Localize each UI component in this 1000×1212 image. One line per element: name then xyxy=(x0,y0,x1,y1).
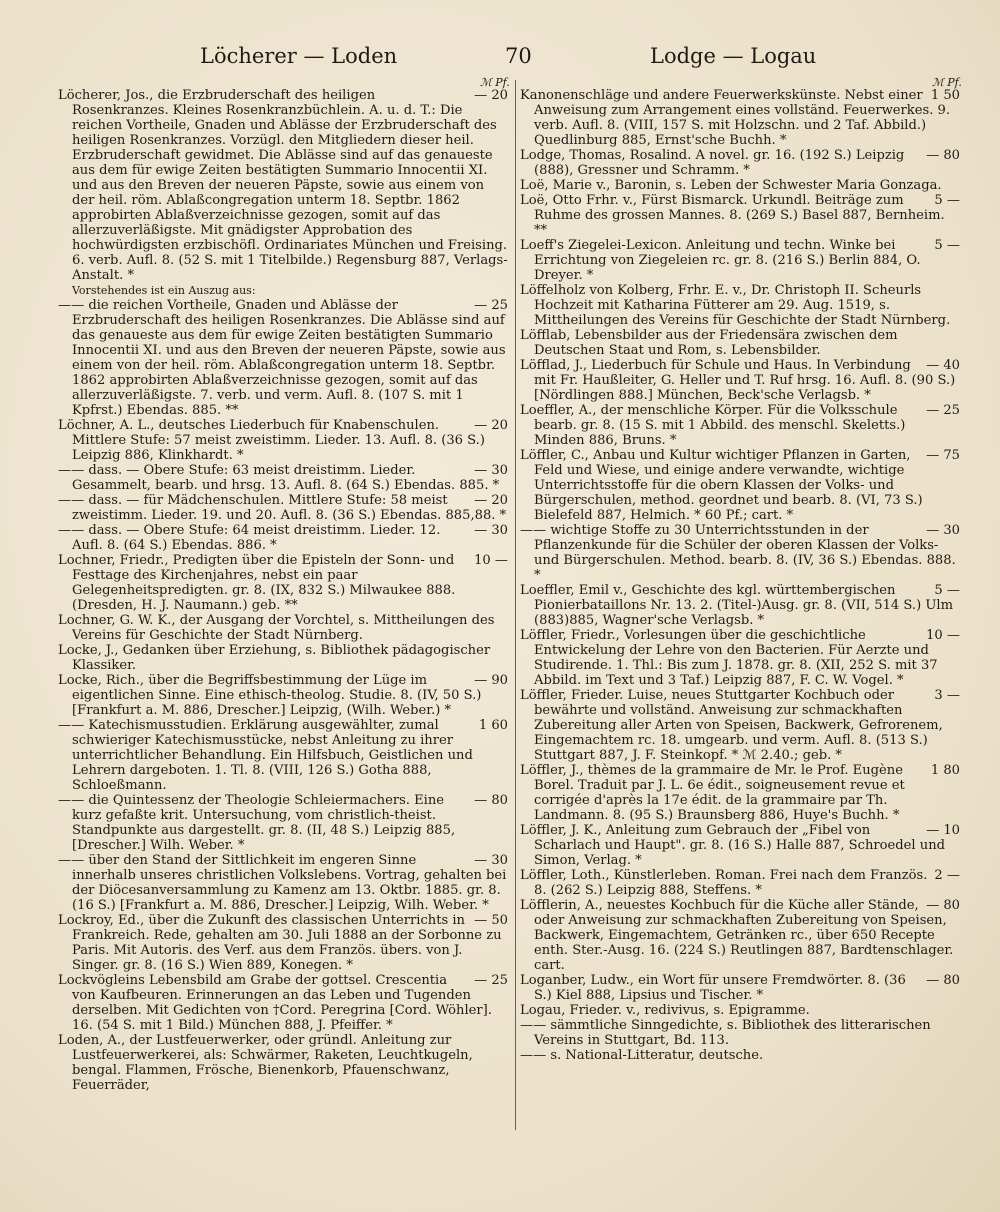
entry-price: — 90 xyxy=(474,673,508,688)
catalog-entry xyxy=(58,463,510,493)
entry-price: — 20 xyxy=(474,418,508,433)
entry-text: Lodge, Thomas, Rosalind. A novel. gr. 16. (192 S.) Leipzig (888), Gressner und Schramm. * xyxy=(520,148,905,178)
catalog-entry xyxy=(520,448,962,523)
entry-text: Löfflerin, A., neuestes Kochbuch für die Küche aller Stände, oder Anweisung zur schmackhaften Zubereitung von Speisen, Backwerk, Eingemachtem, Getränken rc., über 650 Recepte enth. Ster.-Ausg. 16. (224 S.) Reutlingen 887, Bardtenschlager. cart. xyxy=(520,898,954,973)
catalog-entry xyxy=(520,358,962,403)
entry-price: — 50 xyxy=(474,913,508,928)
catalog-entry xyxy=(520,688,962,763)
entry-text: Kanonenschläge und andere Feuerwerkskünste. Nebst einer Anweisung zum Arrangement eines vollständ. Feuerwerkes. 9. verb. Aufl. 8. (VIII, 157 S. mit Holzschn. und 2 Taf. Abbild.) Quedlinburg 885, Ernst'sche Buchh. * xyxy=(520,88,951,148)
catalog-entry xyxy=(520,328,962,358)
catalog-entry xyxy=(58,418,510,463)
entry-price: — 75 xyxy=(926,448,960,463)
entry-text: Löffler, J. K., Anleitung zum Gebrauch der „Fibel von Scharlach und Haupt". gr. 8. (16 S.) Halle 887, Schroedel und Simon, Verlag. * xyxy=(520,823,946,868)
catalog-entry xyxy=(520,193,962,238)
entry-text: Löffler, J., thèmes de la grammaire de Mr. le Prof. Eugène Borel. Traduit par J. L. 6e édit., soigneusement revue et corrigée d'après la 17e édit. de la grammaire par Th. Landmann. 8. (95 S.) Braunsberg 886, Huye's Buchh. * xyxy=(520,763,905,823)
catalog-entry xyxy=(520,238,962,283)
catalog-entry xyxy=(520,823,962,868)
entry-text: Löfflab, Lebensbilder aus der Friedensära zwischen dem Deutschen Staat und Rom, s. Lebensbilder. xyxy=(520,328,898,358)
entry-price: 3 — xyxy=(934,688,960,703)
header-right-title: Lodge — Logau xyxy=(650,44,817,68)
entry-price: 5 — xyxy=(934,238,960,253)
entry-text: Lockroy, Ed., über die Zukunft des classischen Unterrichts in Frankreich. Rede, gehalten am 30. Juli 1888 an der Sorbonne zu Paris. Mit Autoris. des Verf. aus dem Französ. übers. von J. Singer. gr. 8. (16 S.) Wien 889, Konegen. * xyxy=(58,913,502,973)
entry-text: —— dass. — Obere Stufe: 63 meist dreistimm. Lieder. Gesammelt, bearb. und hrsg. 13. Aufl. 8. (64 S.) Ebendas. 885. * xyxy=(58,463,500,493)
catalog-entry xyxy=(58,643,510,673)
entry-price: — 80 xyxy=(926,148,960,163)
entry-text: Löffler, Loth., Künstlerleben. Roman. Frei nach dem Französ. 8. (262 S.) Leipzig 888, Steffens. * xyxy=(520,868,928,898)
entry-text: Lockvögleins Lebensbild am Grabe der gottsel. Crescentia von Kaufbeuren. Erinnerungen an das Leben und Tugenden derselben. Mit Gedichten von †Cord. Peregrina [Cord. Wöhler]. 16. (54 S. mit 1 Bild.) München 888, J. Pfeiffer. * xyxy=(58,973,492,1033)
entry-text: Loë, Marie v., Baronin, s. Leben der Schwester Maria Gonzaga. xyxy=(520,178,942,193)
entry-price: 5 — xyxy=(934,583,960,598)
entry-text: Loë, Otto Frhr. v., Fürst Bismarck. Urkundl. Beiträge zum Ruhme des grossen Mannes. 8. (269 S.) Basel 887, Bernheim. ** xyxy=(520,193,945,238)
entry-text: —— über den Stand der Sittlichkeit im engeren Sinne innerhalb unseres christlichen Volkslebens. Vortrag, gehalten bei der Diöcesanversammlung zu Kamenz am 13. Oktbr. 1885. gr. 8. (16 S.) [Frankfurt a. M. 886, Drescher.] Leipzig, Wilh. Weber. * xyxy=(58,853,507,913)
entry-text: Loeff's Ziegelei-Lexicon. Anleitung und techn. Winke bei Errichtung von Ziegeleien rc. gr. 8. (216 S.) Berlin 884, O. Dreyer. * xyxy=(520,238,921,283)
entry-text: —— wichtige Stoffe zu 30 Unterrichtsstunden in der Pflanzenkunde für die Schüler der oberen Klassen der Volks- und Bürgerschulen. Method. bearb. 8. (IV, 36 S.) Ebendas. 888. * xyxy=(520,523,956,583)
catalog-entry xyxy=(520,1003,962,1018)
entry-text: Löchner, A. L., deutsches Liederbuch für Knabenschulen. Mittlere Stufe: 57 meist zweistimm. Lieder. 13. Aufl. 8. (36 S.) Leipzig 886, Klinkhardt. * xyxy=(58,418,485,463)
catalog-entry xyxy=(520,523,962,583)
entry-price: 5 — xyxy=(934,193,960,208)
catalog-entry xyxy=(520,178,962,193)
entry-text: Logau, Frieder. v., redivivus, s. Epigramme. xyxy=(520,1003,810,1018)
entry-text: Löffler, C., Anbau und Kultur wichtiger Pflanzen in Garten, Feld und Wiese, und einige andere verwandte, wichtige Unterrichtsstoffe für die obern Klassen der Volks- und Bürgerschulen, method. geordnet und bearb. 8. (VI, 73 S.) Bielefeld 887, Helmich. * 60 Pf.; cart. * xyxy=(520,448,923,523)
catalog-entry xyxy=(58,1033,510,1093)
entry-text: —— dass. — Obere Stufe: 64 meist dreistimm. Lieder. 12. Aufl. 8. (64 S.) Ebendas. 886. * xyxy=(58,523,441,553)
entry-price: — 10 xyxy=(926,823,960,838)
catalog-entry xyxy=(520,628,962,688)
catalog-entry xyxy=(58,673,510,718)
catalog-entry xyxy=(520,868,962,898)
entry-price: — 80 xyxy=(474,793,508,808)
catalog-entry xyxy=(520,898,962,973)
page-number: 70 xyxy=(505,44,532,68)
entry-price: 1 50 xyxy=(930,88,960,103)
entry-text: Löcherer, Jos., die Erzbruderschaft des heiligen Rosenkranzes. Kleines Rosenkranzbüchlein. A. u. d. T.: Die reichen Vortheile, Gnaden und Ablässe der Erzbruderschaft des heiligen Rosenkranzes. Vorzügl. den Mitgliedern dieser heil. Erzbruderschaft gewidmet. Die Ablässe sind auf das genaueste aus dem für ewige Zeiten bestätigten Summario Innocentii XI. und aus den Breven der neueren Päpste, sowie aus einem von der heil. röm. Ablaßcongregation unterm 18. Septbr. 1862 approbirten Ablaßverzeichnisse gezogen, somit auf das allerzuverläßigste. Mit gnädigster Approbation des hochwürdigsten erzbischöfl. Ordinariates München und Freising. 6. verb. Aufl. 8. (52 S. mit 1 Titelbilde.) Regensburg 887, Verlags-Anstalt. * xyxy=(58,88,508,283)
entry-text: Loganber, Ludw., ein Wort für unsere Fremdwörter. 8. (36 S.) Kiel 888, Lipsius und Tischer. * xyxy=(520,973,906,1003)
entry-price: — 20 xyxy=(474,88,508,103)
catalog-entry xyxy=(520,583,962,628)
entry-text: Locke, J., Gedanken über Erziehung, s. Bibliothek pädagogischer Klassiker. xyxy=(58,643,491,673)
left-column xyxy=(58,88,510,1093)
catalog-entry xyxy=(58,553,510,613)
catalog-entry xyxy=(58,88,510,283)
catalog-entry xyxy=(58,718,510,793)
entry-price: — 30 xyxy=(926,523,960,538)
entry-price: 2 — xyxy=(934,868,960,883)
catalog-entry xyxy=(520,88,962,148)
catalog-entry xyxy=(520,148,962,178)
catalog-entry xyxy=(58,793,510,853)
header-left-title: Löcherer — Loden xyxy=(200,44,398,68)
catalog-entry xyxy=(520,403,962,448)
catalog-entry xyxy=(520,973,962,1003)
column-divider xyxy=(515,80,516,1130)
catalog-entry xyxy=(58,493,510,523)
entry-text: Lochner, G. W. K., der Ausgang der Vorchtel, s. Mittheilungen des Vereins für Geschichte der Stadt Nürnberg. xyxy=(58,613,495,643)
entry-text: Loeffler, A., der menschliche Körper. Für die Volksschule bearb. gr. 8. (15 S. mit 1 Abbild. des menschl. Skeletts.) Minden 886, Bruns. * xyxy=(520,403,906,448)
entry-text: Löffler, Friedr., Vorlesungen über die geschichtliche Entwickelung der Lehre von den Bacterien. Für Aerzte und Studirende. 1. Thl.: Bis zum J. 1878. gr. 8. (XII, 252 S. mit 37 Abbild. im Text und 3 Taf.) Leipzig 887, F. C. W. Vogel. * xyxy=(520,628,938,688)
entry-price: — 30 xyxy=(474,523,508,538)
entry-text: Loden, A., der Lustfeuerwerker, oder gründl. Anleitung zur Lustfeuerwerkerei, als: Schwärmer, Raketen, Leuchtkugeln, bengal. Flammen, Frösche, Bienenkorb, Pfauenschwanz, Feuerräder, xyxy=(58,1033,473,1093)
catalog-entry xyxy=(520,283,962,328)
entry-text: Lochner, Friedr., Predigten über die Episteln der Sonn- und Festtage des Kirchenjahres, nebst ein paar Gelegenheitspredigten. gr. 8. (IX, 832 S.) Milwaukee 888. (Dresden, H. J. Naumann.) geb. ** xyxy=(58,553,456,613)
entry-text: Löffler, Frieder. Luise, neues Stuttgarter Kochbuch oder bewährte und vollständ. Anweisung zur schmackhaften Zubereitung aller Arten von Speisen, Backwerk, Gefrorenem, Eingemachtem rc. 18. umgearb. und verm. Aufl. 8. (513 S.) Stuttgart 887, J. F. Steinkopf. * ℳ 2.40.; geb. * xyxy=(520,688,943,763)
catalog-entry xyxy=(520,763,962,823)
catalog-entry xyxy=(58,913,510,973)
catalog-entry xyxy=(58,523,510,553)
catalog-entry xyxy=(520,1018,962,1048)
entry-text: —— Katechismusstudien. Erklärung ausgewählter, zumal schwieriger Katechismusstücke, nebst Anleitung zu ihrer unterrichtlicher Behandlung. Ein Hilfsbuch, Geistlichen und Lehrern dargeboten. 1. Tl. 8. (VIII, 126 S.) Gotha 888, Schloeßmann. xyxy=(58,718,473,793)
entry-price: — 30 xyxy=(474,853,508,868)
entry-price: — 80 xyxy=(926,898,960,913)
entry-text: Löfflad, J., Liederbuch für Schule und Haus. In Verbindung mit Fr. Haußleiter, G. Heller und T. Ruf hrsg. 16. Aufl. 8. (90 S.) [Nördlingen 888.] München, Beck'sche Verlagsb. * xyxy=(520,358,956,403)
entry-price: — 20 xyxy=(474,493,508,508)
entry-text: —— dass. — für Mädchenschulen. Mittlere Stufe: 58 meist zweistimm. Lieder. 19. und 20. Aufl. 8. (36 S.) Ebendas. 885,88. * xyxy=(58,493,507,523)
entry-note: Vorstehendes ist ein Auszug aus: xyxy=(72,284,256,297)
entry-price: — 30 xyxy=(474,463,508,478)
entry-text: —— sämmtliche Sinngedichte, s. Bibliothek des litterarischen Vereins in Stuttgart, Bd. 113. xyxy=(520,1018,931,1048)
entry-text: —— die reichen Vortheile, Gnaden und Ablässe der Erzbruderschaft des heiligen Rosenkranzes. Die Ablässe sind auf das genaueste aus dem für ewige Zeiten bestätigten Summario Innocentii XI. und aus den Breven der neueren Päpste, sowie aus einem von der heil. röm. Ablaßcongregation unterm 18. Septbr. 1862 approbirten Ablaßverzeichnisse gezogen, somit auf das allerzuverläßigste. 7. verb. und verm. Aufl. 8. (107 S. mit 1 Kpfrst.) Ebendas. 885. ** xyxy=(58,298,506,418)
currency-unit-right: ℳ Pf. xyxy=(932,76,962,89)
entry-price: — 25 xyxy=(926,403,960,418)
catalog-entry xyxy=(58,853,510,913)
page-header xyxy=(0,44,1000,78)
currency-unit-left: ℳ Pf. xyxy=(480,76,510,89)
entry-text: —— die Quintessenz der Theologie Schleiermachers. Eine kurz gefaßte krit. Untersuchung, vom christlich-theist. Standpunkte aus dargestellt. gr. 8. (II, 48 S.) Leipzig 885, [Drescher.] Wilh. Weber. * xyxy=(58,793,456,853)
catalog-entry xyxy=(58,298,510,418)
entry-text: Löffelholz von Kolberg, Frhr. E. v., Dr. Christoph II. Scheurls Hochzeit mit Katharina Fütterer am 29. Aug. 1519, s. Mittheilungen des Vereins für Geschichte der Stadt Nürnberg. xyxy=(520,283,951,328)
entry-text: Locke, Rich., über die Begriffsbestimmung der Lüge im eigentlichen Sinne. Eine ethisch-theolog. Studie. 8. (IV, 50 S.) [Frankfurt a. M. 886, Drescher.] Leipzig, (Wilh. Weber.) * xyxy=(58,673,482,718)
entry-price: — 80 xyxy=(926,973,960,988)
catalog-entry xyxy=(58,973,510,1033)
entry-price: 10 — xyxy=(926,628,960,643)
entry-text: —— s. National-Litteratur, deutsche. xyxy=(520,1048,764,1063)
entry-price: 1 80 xyxy=(930,763,960,778)
entry-price: — 25 xyxy=(474,298,508,313)
entry-price: 1 60 xyxy=(478,718,508,733)
catalog-entry xyxy=(520,1048,962,1063)
entry-price: — 40 xyxy=(926,358,960,373)
entry-price: — 25 xyxy=(474,973,508,988)
entry-text: Loeffler, Emil v., Geschichte des kgl. württembergischen Pionierbataillons Nr. 13. 2. (Titel-)Ausg. gr. 8. (VII, 514 S.) Ulm (883)885, Wagner'sche Verlagsb. * xyxy=(520,583,953,628)
right-column xyxy=(520,88,962,1063)
entry-price: 10 — xyxy=(474,553,508,568)
catalog-entry xyxy=(58,613,510,643)
